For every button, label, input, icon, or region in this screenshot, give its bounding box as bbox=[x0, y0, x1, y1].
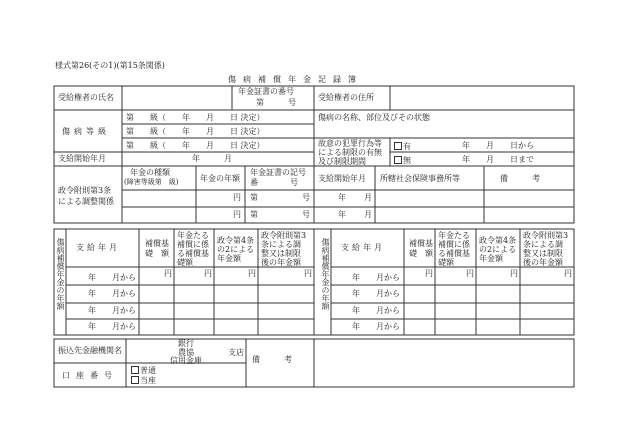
p-l-h-base-1: 補償基 bbox=[145, 239, 169, 248]
p-l-h-base2-3: る補償基 bbox=[177, 249, 209, 258]
p-l-h-adj-4: 後の年金額 bbox=[261, 258, 301, 267]
p-l-h-base2-1: 年金たる bbox=[177, 231, 209, 240]
injury-label: 傷病の名称、部位及びその状態 bbox=[318, 113, 430, 122]
p-r-h-adj-3: 整又は制限 bbox=[523, 249, 563, 258]
payment-side-label-left: 傷病補償年金の年額 bbox=[56, 238, 65, 310]
bank-type-credit: 信用金庫 bbox=[170, 356, 202, 365]
p-l-h-base-2: 礎 額 bbox=[145, 249, 169, 258]
account-current: 当座 bbox=[131, 376, 156, 385]
p-l-h-adj-2: 条による調 bbox=[261, 240, 301, 249]
form-title: 傷病補償年金記録簿 bbox=[228, 75, 363, 84]
restrict-no: 無 bbox=[394, 156, 411, 165]
account-ordinary: 普通 bbox=[131, 366, 156, 375]
p-l-yen-3: 円 bbox=[248, 269, 256, 278]
p-l-yen-1: 円 bbox=[164, 269, 172, 278]
restrict-from: 年 月 日から bbox=[462, 141, 534, 150]
adj-h-cert2: 番 号 bbox=[250, 178, 298, 187]
adj-h-start: 支給開始年月 bbox=[318, 174, 366, 183]
p-r-h-base2-3: る補償基 bbox=[438, 249, 470, 258]
p-l-h-art4-3: 年金額 bbox=[217, 254, 241, 263]
p-r-h-art4-2: の2による bbox=[479, 245, 517, 254]
p-r-h-base-1: 補償基 bbox=[409, 239, 433, 248]
p-r-yen-1: 円 bbox=[425, 269, 433, 278]
p-l-h-adj-1: 政令附則第3 bbox=[261, 231, 307, 240]
adj-label-2: による調整関係 bbox=[58, 197, 114, 206]
payment-side-label-right: 傷病補償年金の年額 bbox=[321, 238, 330, 310]
recipient-name-label: 受給権者の氏名 bbox=[58, 93, 114, 102]
adj-r2-nen: 年 bbox=[338, 210, 346, 219]
grade-row-3: 第 級（ 年 月 日 決定） bbox=[126, 141, 265, 150]
restrict-yes: 有 bbox=[394, 142, 411, 151]
p-l-h-art4-2: の2による bbox=[217, 245, 255, 254]
p-r-h-adj-1: 政令附則第3 bbox=[523, 231, 569, 240]
p-l-row-4: 年 月から bbox=[88, 322, 136, 331]
start-label: 支給開始年月 bbox=[58, 154, 106, 163]
adj-r1-yen: 円 bbox=[233, 193, 241, 202]
p-r-yen-4: 円 bbox=[564, 269, 572, 278]
adj-h-type2: (障害等級第 級) bbox=[124, 178, 179, 186]
p-r-h-art4-1: 政令第4条 bbox=[479, 236, 517, 245]
adj-r1-go: 号 bbox=[302, 193, 310, 202]
p-l-row-2: 年 月から bbox=[88, 289, 136, 298]
p-l-yen-2: 円 bbox=[204, 269, 212, 278]
p-r-row-1: 年 月から bbox=[352, 273, 400, 282]
adj-label-1: 政令附則第3条 bbox=[58, 186, 112, 195]
grade-label: 傷病等級 bbox=[62, 127, 110, 136]
adj-h-remarks: 備 考 bbox=[500, 174, 540, 183]
p-l-row-3: 年 月から bbox=[88, 306, 136, 315]
p-l-h-base2-4: 礎額 bbox=[177, 258, 193, 267]
p-r-yen-2: 円 bbox=[466, 269, 474, 278]
p-r-yen-3: 円 bbox=[510, 269, 518, 278]
p-l-yen-4: 円 bbox=[304, 269, 312, 278]
p-r-h-base2-1: 年金たる bbox=[438, 231, 470, 240]
p-r-h-base2-2: 補償に係 bbox=[438, 240, 470, 249]
bank-type-agri: 農協 bbox=[178, 348, 194, 357]
restrict-label-2: による制限の有無 bbox=[318, 148, 382, 157]
adj-h-cert1: 年金証書の記号 bbox=[250, 168, 306, 177]
grade-row-1: 第 級（ 年 月 日 決定） bbox=[126, 113, 265, 122]
restrict-to: 年 月 日まで bbox=[462, 155, 534, 164]
ordinary-checkbox[interactable] bbox=[131, 366, 139, 374]
p-r-row-3: 年 月から bbox=[352, 306, 400, 315]
adj-r2-tsuki: 月 bbox=[364, 210, 372, 219]
cert-no-value: 第 号 bbox=[256, 98, 296, 107]
p-l-row-1: 年 月から bbox=[88, 273, 136, 282]
p-r-row-2: 年 月から bbox=[352, 289, 400, 298]
adj-h-office: 所轄社会保険事務所等 bbox=[380, 174, 460, 183]
p-l-h-art4-1: 政令第4条 bbox=[217, 236, 255, 245]
p-r-h-adj-2: 条による調 bbox=[523, 240, 563, 249]
p-l-h-base2-2: 補償に係 bbox=[177, 240, 209, 249]
p-r-h-base-2: 礎 額 bbox=[409, 249, 433, 258]
restrict-label-3: 及び制限期間 bbox=[318, 157, 366, 166]
restrict-label-1: 故意の犯罪行為等 bbox=[318, 139, 382, 148]
adj-r1-dai: 第 bbox=[250, 193, 258, 202]
grade-row-2: 第 級（ 年 月 日 決定） bbox=[126, 127, 265, 136]
p-r-h-base2-4: 礎額 bbox=[438, 258, 454, 267]
p-r-h-adj-4: 後の年金額 bbox=[523, 258, 563, 267]
adj-r2-go: 号 bbox=[302, 210, 310, 219]
p-l-h-month: 支給年月 bbox=[76, 243, 120, 252]
adj-r2-dai: 第 bbox=[250, 210, 258, 219]
no-checkbox[interactable] bbox=[394, 156, 402, 164]
p-r-h-month: 支給年月 bbox=[341, 243, 385, 252]
recipient-address-label: 受給権者の住所 bbox=[318, 93, 374, 102]
bank-remarks: 備 考 bbox=[252, 355, 292, 364]
form-id: 様式第26(その1)(第15条関係) bbox=[55, 61, 165, 70]
bank-branch: 支店 bbox=[228, 348, 244, 357]
adj-r2-yen: 円 bbox=[233, 210, 241, 219]
adj-r1-nen: 年 bbox=[338, 193, 346, 202]
bank-label: 振込先金融機関名 bbox=[58, 346, 122, 355]
cert-no-label: 年金証書の番号 bbox=[238, 87, 294, 96]
p-l-h-adj-3: 整又は制限 bbox=[261, 249, 301, 258]
yes-checkbox[interactable] bbox=[394, 142, 402, 150]
current-checkbox[interactable] bbox=[131, 376, 139, 384]
adj-h-amount: 年金の年額 bbox=[200, 174, 240, 183]
bank-type-bank: 銀行 bbox=[178, 339, 194, 348]
p-r-row-4: 年 月から bbox=[352, 322, 400, 331]
account-label: 口座番号 bbox=[62, 371, 118, 380]
start-value: 年 月 bbox=[192, 154, 232, 163]
adj-r1-tsuki: 月 bbox=[364, 193, 372, 202]
adj-h-type1: 年金の種類 bbox=[130, 168, 170, 177]
p-r-h-art4-3: 年金額 bbox=[479, 254, 503, 263]
